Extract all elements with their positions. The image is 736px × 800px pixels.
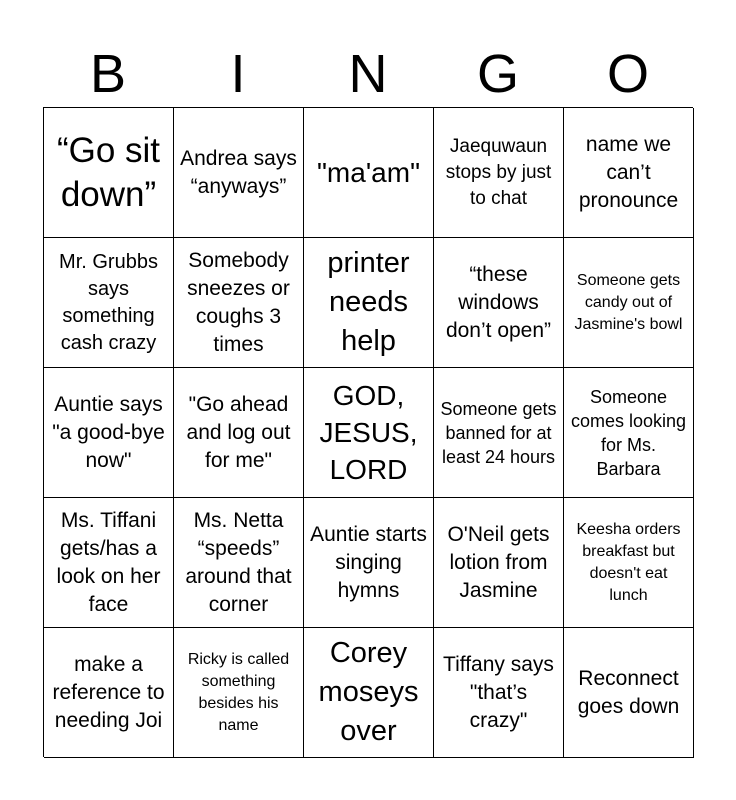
bingo-cell[interactable] (44, 238, 174, 368)
bingo-cell-text: GOD, JESUS, LORD (319, 380, 418, 485)
bingo-cell[interactable] (434, 368, 564, 498)
header-letter-i: I (230, 44, 246, 104)
bingo-cell[interactable] (434, 628, 564, 758)
bingo-cell-text: printer needs help (327, 247, 410, 357)
bingo-cell[interactable] (564, 628, 694, 758)
header-letter-n: N (348, 44, 388, 104)
header-letter-b: B (89, 44, 127, 104)
bingo-cell[interactable] (174, 628, 304, 758)
bingo-cell-text: "ma'am" (316, 157, 421, 188)
bingo-cell[interactable] (304, 368, 434, 498)
bingo-cell-text: Auntie says "a good-bye now" (52, 392, 165, 472)
bingo-cell[interactable] (44, 368, 174, 498)
bingo-cell[interactable] (44, 498, 174, 628)
bingo-cell[interactable] (564, 498, 694, 628)
bingo-cell-text: Somebody sneezes or coughs 3 times (187, 248, 290, 356)
bingo-cell-text: Ms. Tiffani gets/has a look on her face (56, 508, 161, 616)
bingo-cell[interactable] (304, 498, 434, 628)
bingo-header (43, 40, 693, 108)
bingo-cell-text: Andrea says “anyways” (180, 146, 297, 198)
bingo-cell-text: “these windows don’t open” (445, 262, 552, 342)
bingo-cell-text: Ricky is called something besides his name (187, 650, 290, 734)
bingo-cell[interactable] (44, 628, 174, 758)
bingo-cell[interactable] (434, 238, 564, 368)
bingo-cell[interactable] (304, 238, 434, 368)
bingo-cell-text: Someone gets banned for at least 24 hours (440, 398, 557, 467)
bingo-cell-text: Someone comes looking for Ms. Barbara (570, 386, 687, 479)
bingo-cell[interactable] (304, 628, 434, 758)
bingo-cell-text: O'Neil gets lotion from Jasmine (447, 522, 550, 602)
bingo-card-grid (43, 107, 693, 757)
bingo-cell[interactable] (564, 368, 694, 498)
bingo-cell[interactable] (174, 238, 304, 368)
bingo-cell[interactable] (434, 498, 564, 628)
bingo-cell-text: Corey moseys over (318, 637, 419, 747)
bingo-cell-text: name we can’t pronounce (578, 132, 679, 212)
bingo-cell[interactable] (44, 108, 174, 238)
bingo-cell-text: Ms. Netta “speeds” around that corner (185, 508, 292, 616)
bingo-cell[interactable] (434, 108, 564, 238)
bingo-cell[interactable] (564, 238, 694, 368)
header-letter-o: O (606, 44, 649, 104)
bingo-cell-text: Jaequwaun stops by just to chat (445, 135, 552, 209)
bingo-cell-text: Mr. Grubbs says something cash crazy (59, 250, 158, 354)
bingo-cell-text: Keesha orders breakfast but doesn't eat lunch (576, 520, 681, 604)
bingo-cell-text: Tiffany says "that’s crazy" (443, 652, 554, 732)
bingo-cell[interactable] (564, 108, 694, 238)
bingo-cell-text: “Go sit down” (56, 130, 161, 214)
bingo-cell-text: Auntie starts singing hymns (310, 522, 427, 602)
bingo-cell-text: Someone gets candy out of Jasmine's bowl (574, 271, 683, 333)
header-letter-g: G (476, 44, 519, 104)
bingo-cell-text: make a reference to needing Joi (52, 652, 165, 732)
bingo-cell[interactable] (304, 108, 434, 238)
bingo-cell-text: "Go ahead and log out for me" (186, 392, 291, 472)
bingo-cell-text: Reconnect goes down (577, 666, 680, 718)
bingo-cell[interactable] (174, 368, 304, 498)
bingo-cell[interactable] (174, 498, 304, 628)
bingo-cell[interactable] (174, 108, 304, 238)
